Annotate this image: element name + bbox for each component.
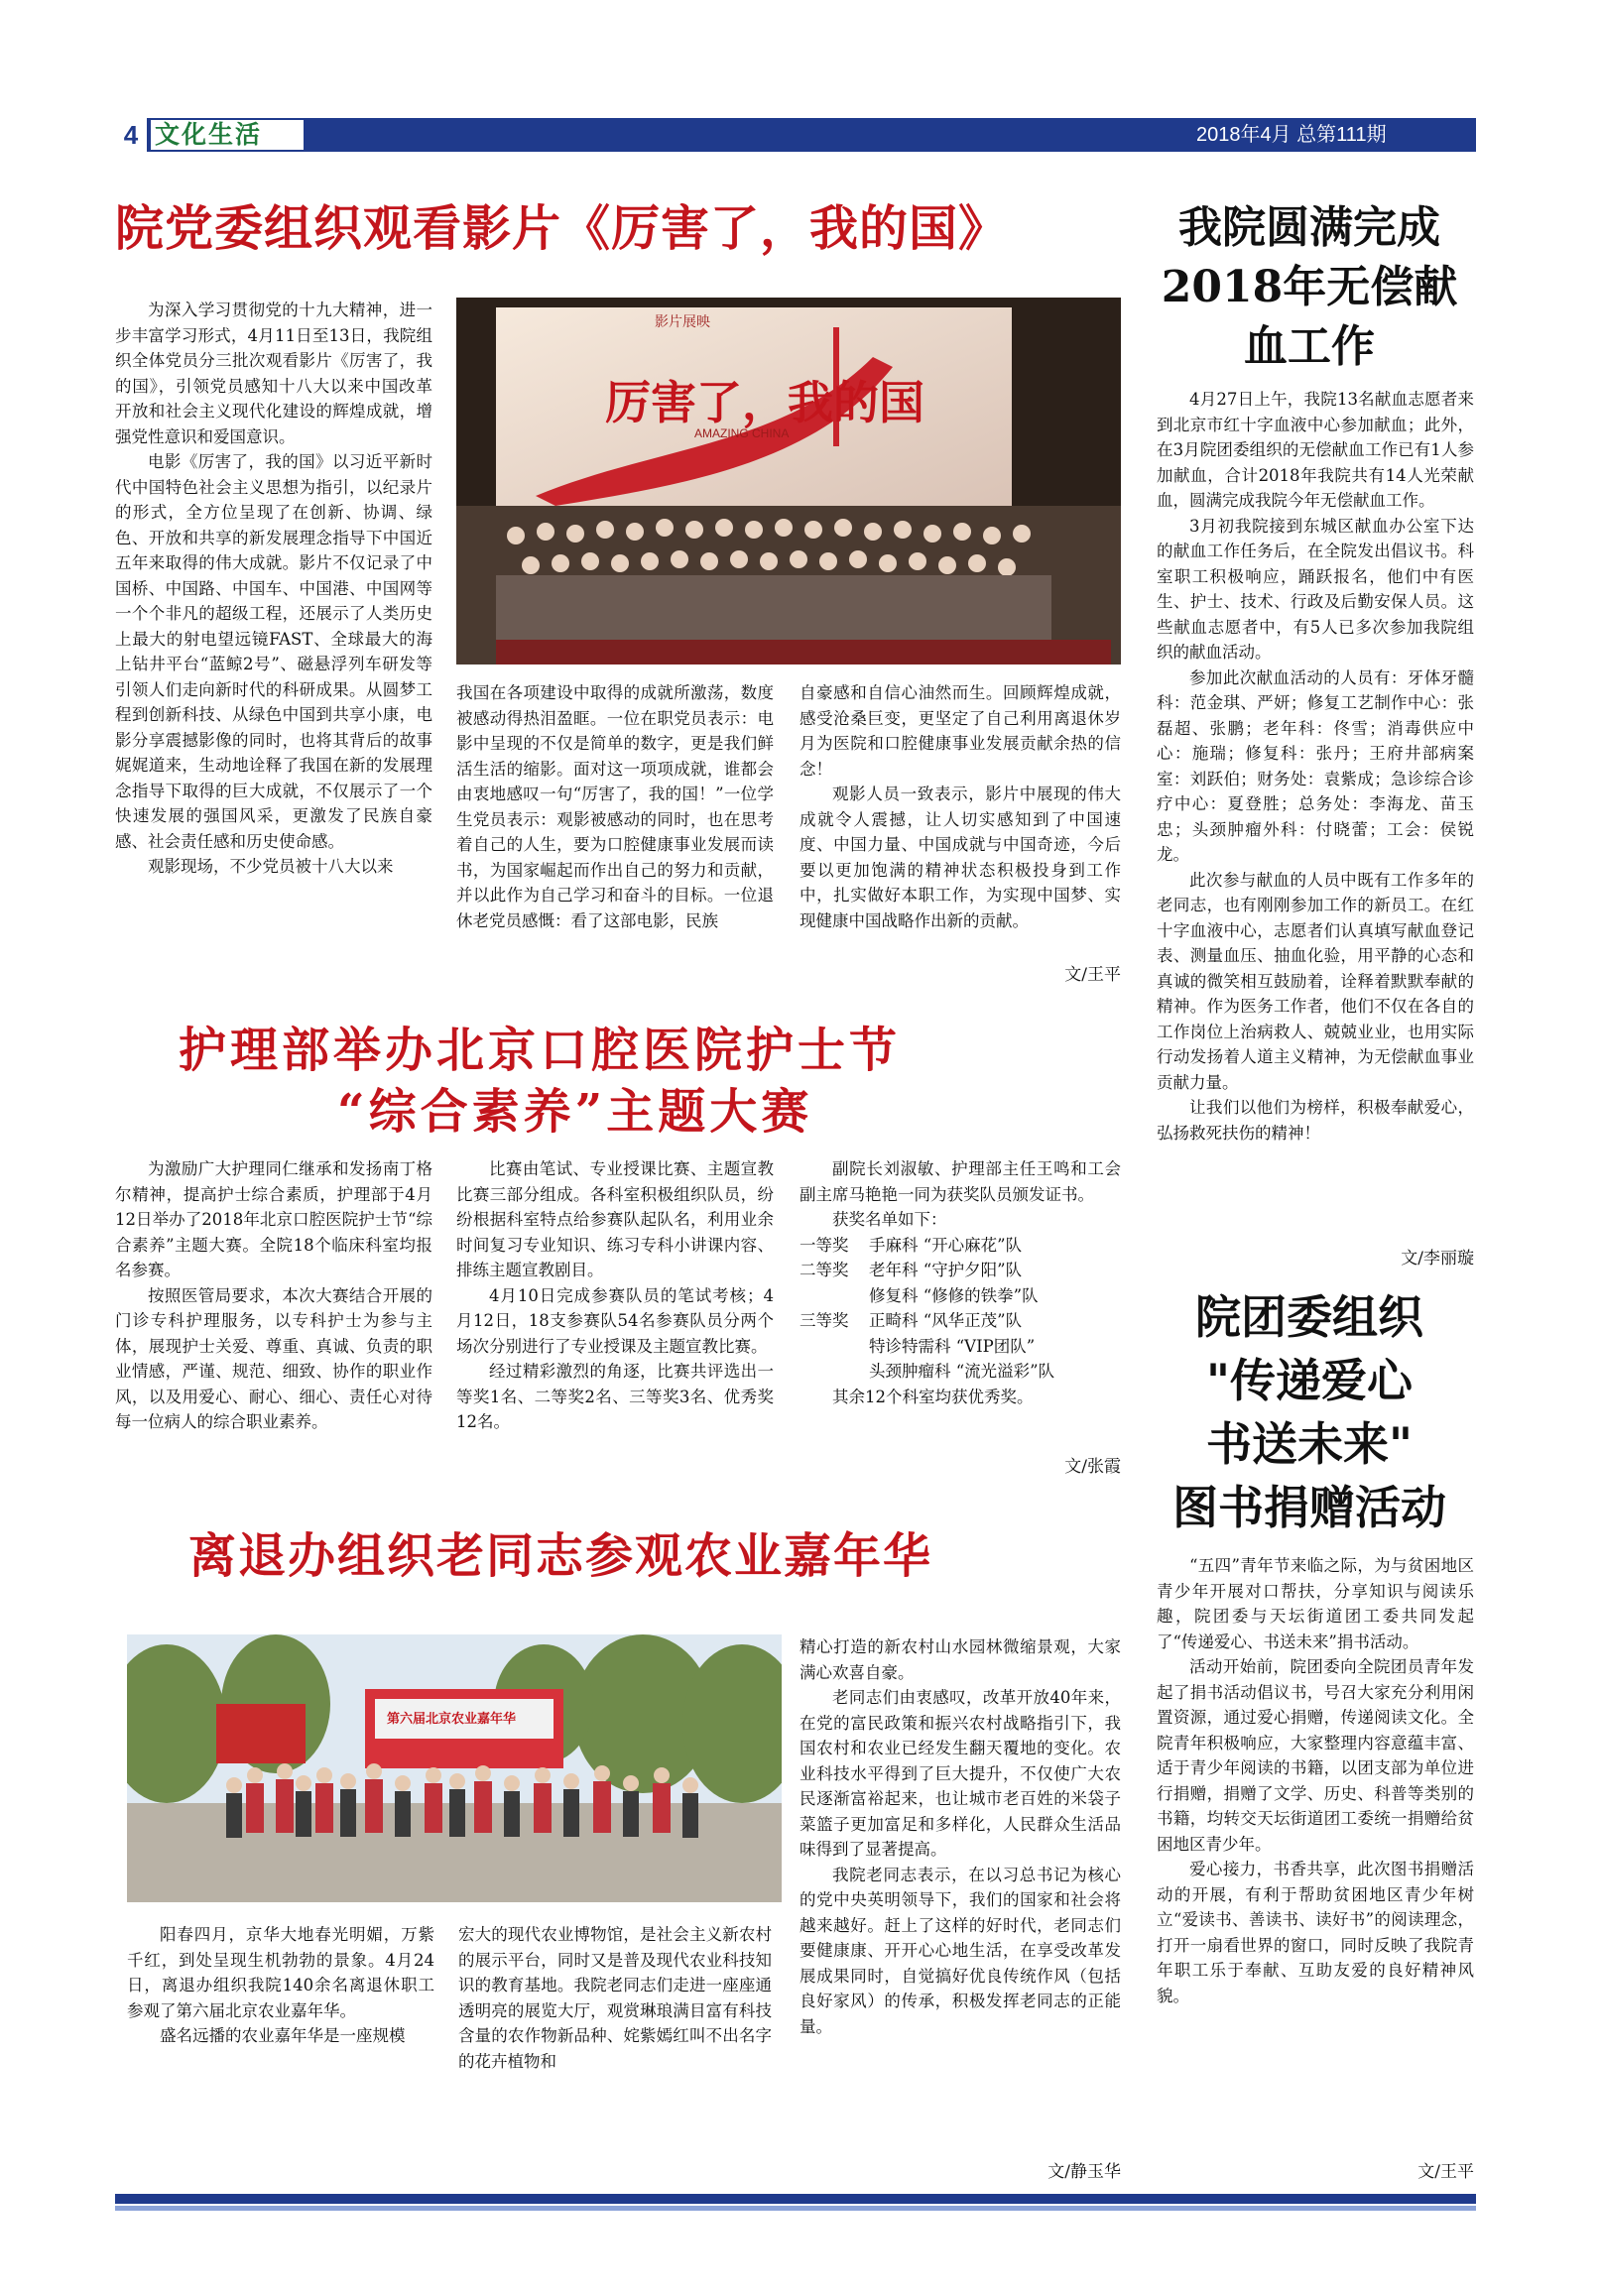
paragraph: 电影《厉害了，我的国》以习近平新时代中国特色社会主义思想为指引，以纪录片的形式，全方位呈现了在创新、协调、绿色、开放和共享的新发展理念指导下中国近五年来取得的伟大成就。影片不仅记录了中国桥、中国路、中国车、中国港、中国网等一个个非凡的超级工程，还展示了人类历史上最大的射电望远镜FAST、全球最大的海上钻井平台“蓝鲸2号”、磁悬浮列车研发等引领人们走向新时代的科研成果。从圆梦工程到创新科技、从绿色中国到共享小康，电影分享震撼影像的同时，也将其背后的故事娓娓道来，生动地诠释了我国在新的发展理念指导下取得的巨大成就，不仅展示了一个快速发展的强国风采，更激发了民族自豪感、社会责任感和历史使命感。 — [115, 452, 432, 851]
sidebar1-headline-line: 我院圆满完成 — [1178, 202, 1440, 253]
award-team: 特诊特需科 “VIP团队” — [869, 1336, 1036, 1356]
paragraph: 我院老同志表示，在以习总书记为核心的党中央英明领导下，我们的国家和社会将越来越好。赶上了这样的好时代，老同志们要健康康、开开心心地生活，在享受改革发展成果同时，自觉搞好优良传统作风（包括良好家风）的传承，积极发挥老同志的正能量。 — [800, 1865, 1121, 2036]
sidebar1-byline: 文/李丽璇 — [1401, 1249, 1474, 1269]
award-level — [800, 1334, 869, 1360]
article2-col2 — [456, 1156, 774, 1435]
paragraph: 阳春四月，京华大地春光明媚，万紫千红，到处呈现生机勃勃的景象。4月24日，离退办组织我院140余名离退休职工参观了第六届北京农业嘉年华。 — [127, 1925, 434, 2020]
paragraph: 自豪感和自信心油然而生。回顾辉煌成就，感受沧桑巨变，更坚定了自己利用离退休岁月为医院和口腔健康事业发展贡献余热的信念！ — [800, 683, 1121, 779]
article1-col3 — [800, 680, 1121, 933]
award-team: 修复科 “修修的铁拳”队 — [869, 1285, 1039, 1305]
award-row — [800, 1283, 1121, 1309]
paragraph: 为激励广大护理同仁继承和发扬南丁格尔精神，提高护士综合素质，护理部于4月12日举办了2018年北京口腔医院护士节“综合素养”主题大赛。全院18个临床科室均报名参赛。 — [115, 1159, 432, 1279]
article2-byline: 文/张霞 — [1064, 1457, 1121, 1477]
article1-headline: 院党委组织观看影片《厉害了，我的国》 — [115, 199, 1009, 257]
sidebar1-headline-line: 血工作 — [1244, 321, 1375, 372]
paragraph: 副院长刘淑敏、护理部主任王鸣和工会副主席马艳艳一同为获奖队员颁发证书。 — [800, 1159, 1121, 1204]
article2-col3 — [800, 1156, 1121, 1409]
article2-headline-line2: “综合素养”主题大赛 — [337, 1084, 813, 1140]
sidebar2-headline-line: 图书捐赠活动 — [1172, 1481, 1446, 1534]
footer-bar-accent — [115, 2206, 1476, 2211]
paragraph: 观影现场，不少党员被十八大以来 — [148, 857, 394, 876]
paragraph: “五四”青年节来临之际，为与贫困地区青少年开展对口帮扶，分享知识与阅读乐趣，院团委与天坛街道团工委共同发起了“传递爱心、书送未来”捐书活动。 — [1157, 1556, 1474, 1651]
article1-col2 — [456, 680, 774, 933]
article1-byline: 文/王平 — [1064, 965, 1121, 985]
paragraph: 经过精彩激烈的角逐，比赛共评选出一等奖1名、二等奖2名、三等奖3名、优秀奖12名。 — [456, 1362, 774, 1431]
carnival-group-photo — [127, 1634, 782, 1902]
sidebar2-headline — [1141, 1285, 1478, 1539]
issue-info: 2018年4月 总第111期 — [1196, 124, 1387, 146]
award-row — [800, 1359, 1121, 1385]
award-level — [800, 1283, 869, 1309]
photo-film-subtitle: AMAZING CHINA — [694, 426, 790, 440]
award-row — [800, 1258, 1121, 1283]
sidebar1-headline — [1141, 198, 1478, 377]
sidebar2-body — [1157, 1553, 1474, 2008]
footer-bar — [115, 2194, 1476, 2204]
paragraph: 爱心接力，书香共享，此次图书捐赠活动的开展，有利于帮助贫困地区青少年树立“爱读书、善读书、读好书”的阅读理念，打开一扇看世界的窗口，同时反映了我院青年职工乐于奉献、互助友爱的良好精神风貌。 — [1157, 1860, 1474, 2005]
page-number: 4 — [115, 118, 147, 152]
paragraph: 比赛由笔试、专业授课比赛、主题宣教比赛三部分组成。各科室积极组织队员，纷纷根据科室特点给参赛队起队名，利用业余时间复习专业知识、练习专科小讲课内容、排练主题宣教剧目。 — [456, 1159, 774, 1279]
award-team: 手麻科 “开心麻花”队 — [869, 1235, 1023, 1255]
article2-col1 — [115, 1156, 432, 1435]
paragraph: 3月初我院接到东城区献血办公室下达的献血工作任务后，在全院发出倡议书。科室职工积极响应，踊跃报名，他们中有医生、护士、技术、行政及后勤安保人员。这些献血志愿者中，有5人已多次参加我院组织的献血活动。 — [1157, 516, 1474, 662]
paragraph: 老同志们由衷感叹，改革开放40年来，在党的富民政策和振兴农村战略指引下，我国农村和农业已经发生翻天覆地的变化。农业科技水平得到了巨大提升，不仅使广大农民逐渐富裕起来，也让城市老百姓的米袋子菜篮子更加富足和多样化，人民群众生活品味得到了显著提高。 — [800, 1688, 1121, 1859]
sidebar2-headline-line: 书送未来" — [1206, 1417, 1413, 1471]
sidebar1-body — [1157, 387, 1474, 1146]
sidebar2-headline-line: "传递爱心 — [1206, 1354, 1413, 1407]
article3-col2 — [458, 1922, 772, 2074]
photo-banner-text: 第六届北京农业嘉年华 — [387, 1712, 517, 1727]
paragraph: 此次参与献血的人员中既有工作多年的老同志，也有刚刚参加工作的新员工。在红十字血液中心，志愿者们认真填写献血登记表、测量血压、抽血化验，用平静的心态和真诚的微笑相互鼓励着，诠释着默默奉献的精神。作为医务工作者，他们不仅在各自的工作岗位上治病救人、兢兢业业，也用实际行动发扬着人道主义精神，为无偿献血事业贡献力量。 — [1157, 870, 1474, 1092]
sidebar2-headline-line: 院团委组织 — [1195, 1290, 1423, 1344]
award-team: 老年科 “守护夕阳”队 — [869, 1261, 1023, 1279]
article3-col3 — [800, 1634, 1121, 2039]
paragraph: 为深入学习贯彻党的十九大精神，进一步丰富学习形式，4月11日至13日，我院组织全体党员分三批次观看影片《厉害了，我的国》，引领党员感知十八大以来中国改革开放和社会主义现代化建设的辉煌成就，增强党性意识和爱国意识。 — [115, 301, 432, 446]
paragraph: 参加此次献血活动的人员有：牙体牙髓科：范金琪、严妍；修复工艺制作中心：张磊超、张鹏；老年科：佟雪；消毒供应中心：施瑞；修复科：张丹；王府井部病案室：刘跃伯；财务处：袁紫成；急诊综合诊疗中心：夏登胜；总务处：李海龙、苗玉忠；头颈肿瘤外科：付晓蕾；工会：侯锐龙。 — [1157, 667, 1474, 864]
article3-col1 — [127, 1922, 434, 2049]
paragraph: 让我们以他们为榜样，积极奉献爱心，弘扬救死扶伤的精神！ — [1157, 1098, 1474, 1143]
section-label: 文化生活 — [151, 120, 304, 150]
award-row — [800, 1334, 1121, 1360]
award-row — [800, 1233, 1121, 1259]
winners-title: 获奖名单如下： — [832, 1210, 947, 1229]
award-level: 一等奖 — [800, 1235, 849, 1255]
paragraph: 4月27日上午，我院13名献血志愿者来到北京市红十字血液中心参加献血；此外，在3月院团委组织的无偿献血工作已有1人参加献血，合计2018年我院共有14人光荣献血，圆满完成我院今年无偿献血工作。 — [1157, 390, 1474, 510]
photo-top-text: 影片展映 — [655, 314, 710, 330]
cinema-group-photo — [456, 298, 1121, 665]
paragraph: 活动开始前，院团委向全院团员青年发起了捐书活动倡议书，号召大家充分利用闲置资源，通过爱心捐赠，传递阅读文化。全院青年积极响应，大家整理内容意蕴丰富、适于青少年阅读的书籍，以团支部为单位进行捐赠，捐赠了文学、历史、科普等类别的书籍，均转交天坛街道团工委统一捐赠给贫困地区青少年。 — [1157, 1657, 1474, 1854]
award-level — [800, 1359, 869, 1385]
article3-byline: 文/静玉华 — [1047, 2162, 1121, 2182]
awards-note: 其余12个科室均获优秀奖。 — [832, 1387, 1034, 1406]
sidebar1-headline-line: 2018年无偿献 — [1161, 262, 1458, 312]
award-team: 正畸科 “风华正茂”队 — [869, 1311, 1023, 1330]
paragraph: 4月10日完成参赛队员的笔试考核；4月12日，18支参赛队54名参赛队员分两个场次分别进行了专业授课及主题宣教比赛。 — [456, 1285, 774, 1356]
award-level: 二等奖 — [800, 1261, 849, 1279]
article2-headline-line1: 护理部举办北京口腔医院护士节 — [179, 1023, 902, 1078]
award-level: 三等奖 — [800, 1311, 849, 1330]
paragraph: 观影人员一致表示，影片中展现的伟大成就令人震撼，让人切实感知到了中国速度、中国力量、中国成就与中国奇迹，今后要以更加饱满的精神状态积极投身到工作中，扎实做好本职工作，为实现中国梦、实现健康中国战略作出新的贡献。 — [800, 785, 1121, 930]
carnival-photo-graphic — [127, 1634, 782, 1902]
award-team: 头颈肿瘤科 “流光溢彩”队 — [869, 1362, 1055, 1381]
article3-headline: 离退办组织老同志参观农业嘉年华 — [188, 1528, 933, 1584]
paragraph: 按照医管局要求，本次大赛结合开展的门诊专科护理服务，以专科护士为参与主体，展现护士关爱、尊重、真诚、负责的职业情感，严谨、规范、细致、协作的职业作风，以及用爱心、耐心、细心、责任心对待每一位病人的综合职业素养。 — [115, 1285, 432, 1431]
photo-film-title: 厉害了，我的国 — [605, 376, 924, 429]
paragraph: 我国在各项建设中取得的成就所激荡，数度被感动得热泪盈眶。一位在职党员表示：电影中呈现的不仅是简单的数字，更是我们鲜活生活的缩影。面对这一项项成就，谁都会由衷地感叹一句“厉害了，我的国！”一位学生党员表示：观影被感动的同时，也在思考着自己的人生，要为口腔健康事业发展而读书，为国家崛起而作出自己的努力和贡献，并以此作为自己学习和奋斗的目标。一位退休老党员感慨：看了这部电影，民族 — [456, 683, 774, 930]
sidebar2-byline: 文/王平 — [1417, 2162, 1474, 2182]
award-row — [800, 1308, 1121, 1334]
cinema-photo-graphic — [456, 298, 1121, 665]
article1-col1 — [115, 298, 432, 880]
paragraph: 盛名远播的农业嘉年华是一座规模 — [160, 2026, 406, 2045]
paragraph: 精心打造的新农村山水园林微缩景观，大家满心欢喜自豪。 — [800, 1637, 1121, 1682]
paragraph: 宏大的现代农业博物馆，是社会主义新农村的展示平台，同时又是普及现代农业科技知识的教育基地。我院老同志们走进一座座通透明亮的展览大厅，观赏琳琅满目富有科技含量的农作物新品种、姹紫嫣红叫不出名字的花卉植物和 — [458, 1925, 772, 2071]
